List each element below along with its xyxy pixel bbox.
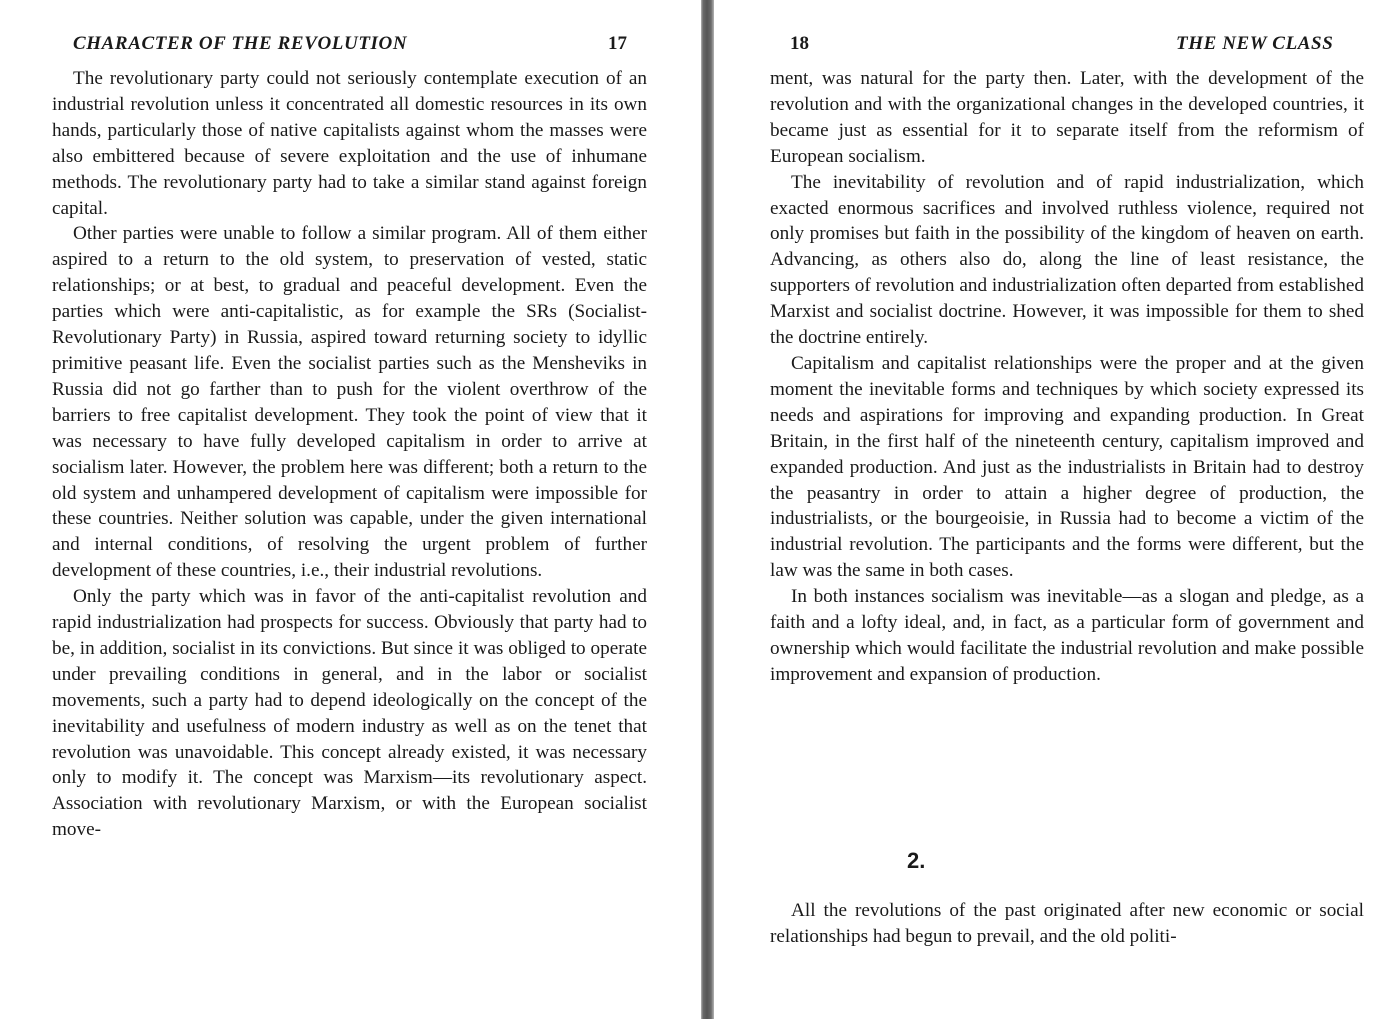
book-spine-divider: [701, 0, 714, 1019]
right-page: [714, 0, 1397, 1019]
right-text-block: [770, 66, 1364, 688]
running-head-left: CHARACTER OF THE REVOLUTION: [73, 33, 408, 54]
paragraph-continuation: ment, was natural for the party then. Later, with the development of the revolution and with the organizational changes in the developed countries, it became just as essential for it to separate itself from the reformism of European socialism.: [770, 68, 1364, 167]
section-paragraph: All the revolutions of the past originated after new economic or social relationships had begun to prevail, and the old politi-: [770, 900, 1364, 947]
running-head-right: THE NEW CLASS: [1176, 33, 1334, 54]
section-number: 2.: [907, 848, 926, 873]
page-number-left: 17: [608, 33, 627, 54]
section-text-block: [770, 898, 1364, 950]
paragraph: In both instances socialism was inevitable—as a slogan and pledge, as a faith and a lofty ideal, and, in fact, as a particular form of government and ownership which would facilitate the industrial revolution and make possible improvement and expansion of production.: [770, 586, 1364, 685]
left-text-block: [52, 66, 647, 843]
page-number-right: 18: [790, 33, 809, 54]
paragraph: Other parties were unable to follow a similar program. All of them either aspired to a return to the old system, to preservation of vested, static relationships; or at best, to gradual and peaceful development. Even the parties which were anti-capitalistic, as for example the SRs (Socialist-Revolutionary Party) in Russia, aspired toward returning society to idyllic primitive peasant life. Even the socialist parties such as the Mensheviks in Russia did not go farther than to push for the violent overthrow of the barriers to free capitalist development. They took the point of view that it was necessary to have fully developed capitalism in order to arrive at socialism later. However, the problem here was different; both a return to the old system and unhampered development of capitalism were impossible for these countries. Neither solution was capable, under the given international and internal conditions, of resolving the urgent problem of further development of these countries, i.e., their industrial revolutions.: [52, 223, 647, 582]
paragraph: Only the party which was in favor of the anti-capitalist revolution and rapid industrialization had prospects for success. Obviously that party had to be, in addition, socialist in its convictions. But since it was obliged to operate under prevailing conditions in general, and in the labor or socialist movements, such a party had to depend ideologically on the concept of the inevitability and usefulness of modern industry as well as on the tenet that revolution was unavoidable. This concept already existed, it was necessary only to modify it. The concept was Marxism—its revolutionary aspect. Association with revolutionary Marxism, or with the European socialist move-: [52, 586, 647, 841]
paragraph: The revolutionary party could not seriously contemplate execution of an industrial revolution unless it concentrated all domestic resources in its own hands, particularly those of native capitalists against whom the masses were also embittered because of severe exploitation and the use of inhumane methods. The revolutionary party had to take a similar stand against foreign capital.: [52, 68, 647, 219]
paragraph: The inevitability of revolution and of rapid industrialization, which exacted enormous sacrifices and involved ruthless violence, required not only promises but faith in the possibility of the kingdom of heaven on earth. Advancing, as others also do, along the line of least resistance, the supporters of revolution and industrialization often departed from established Marxist and socialist doctrine. However, it was impossible for them to shed the doctrine entirely.: [770, 171, 1364, 349]
paragraph: Capitalism and capitalist relationships were the proper and at the given moment the inevitable forms and techniques by which society expressed its needs and aspirations for improving and expanding production. In Great Britain, in the first half of the nineteenth century, capitalism improved and expanded production. And just as the industrialists in Britain had to destroy the peasantry in order to attain a higher degree of production, the industrialists, or the bourgeoisie, in Russia had to become a victim of the industrial revolution. The participants and the forms were different, but the law was the same in both cases.: [770, 352, 1364, 582]
